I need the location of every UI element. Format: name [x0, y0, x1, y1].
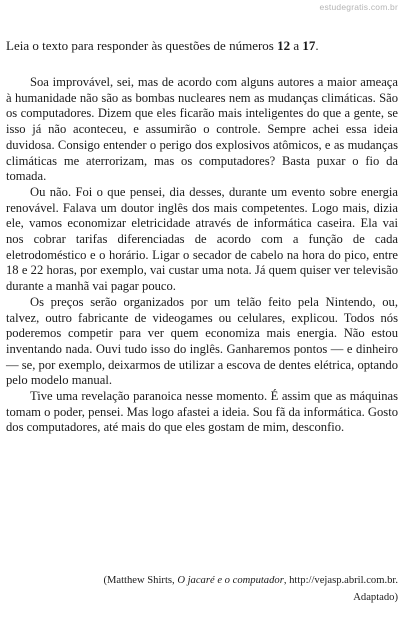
- paragraph-4: Tive uma revelação paranoica nesse momento. É assim que as máquinas tomam o poder, pensei. Mas logo afastei a ideia. Sou fã da informática. Gosto dos computadores, até mais do que eles gostam de mim, desconfio.: [6, 389, 398, 435]
- source-citation: [68, 573, 398, 606]
- paragraph-1: Soa improvável, sei, mas de acordo com alguns autores a maior ameaça à humanidade não são as bombas nucleares nem as mudanças climáticas. São os computadores. Dizem que eles ficarão mais inteligentes do que a gente, se isso já não aconteceu, e assumirão o controle. Sempre achei essa ideia duvidosa. Consigo entender o perigo dos explosivos atômicos, e as mudanças climáticas me aterrorizam, mas os computadores? Basta puxar o fio da tomada.: [6, 75, 398, 184]
- citation-suffix: , http://vejasp.abril.com.br.: [283, 575, 398, 586]
- question-number-end: 17: [302, 38, 316, 53]
- citation-line2: Adaptado): [353, 591, 398, 603]
- instruction-middle: a: [290, 38, 303, 53]
- question-number-start: 12: [277, 38, 291, 53]
- paragraph-2: Ou não. Foi o que pensei, dia desses, durante um evento sobre energia renovável. Falava um doutor inglês dos mais competentes. Logo mais, dizia ele, vamos economizar eletricidade através de informática caseira. Ela vai nos cobrar tarifas diferenciadas de acordo com a função de cada eletrodoméstico e o horário. Ligar o secador de cabelo na hora do pico, entre 18 e 22 horas, por exemplo, vai custar uma nota. Já quem quiser ver televisão durante a manhã vai pagar pouco.: [6, 184, 398, 294]
- paragraph-3: Os preços serão organizados por um telão feito pela Nintendo, ou, talvez, outro fabricante de videogames ou celulares, explicou. Todos nós poderemos competir para ver quem economiza mais energia. Não estou inventando nada. Ouvi tudo isso do inglês. Ganharemos pontos — e dinheiro — se, por exemplo, deixarmos de utilizar a escova de dentes elétrica, optando pelo modelo manual.: [6, 294, 399, 388]
- citation-title: O jacaré e o computador: [177, 575, 284, 586]
- citation-prefix: (Matthew Shirts,: [103, 575, 178, 586]
- instruction-suffix: .: [315, 38, 319, 53]
- article-text: [6, 75, 398, 436]
- instruction-prefix: Leia o texto para responder às questões de números: [6, 38, 278, 53]
- watermark: estudegratis.com.br: [319, 2, 398, 12]
- instruction-line: [6, 38, 398, 54]
